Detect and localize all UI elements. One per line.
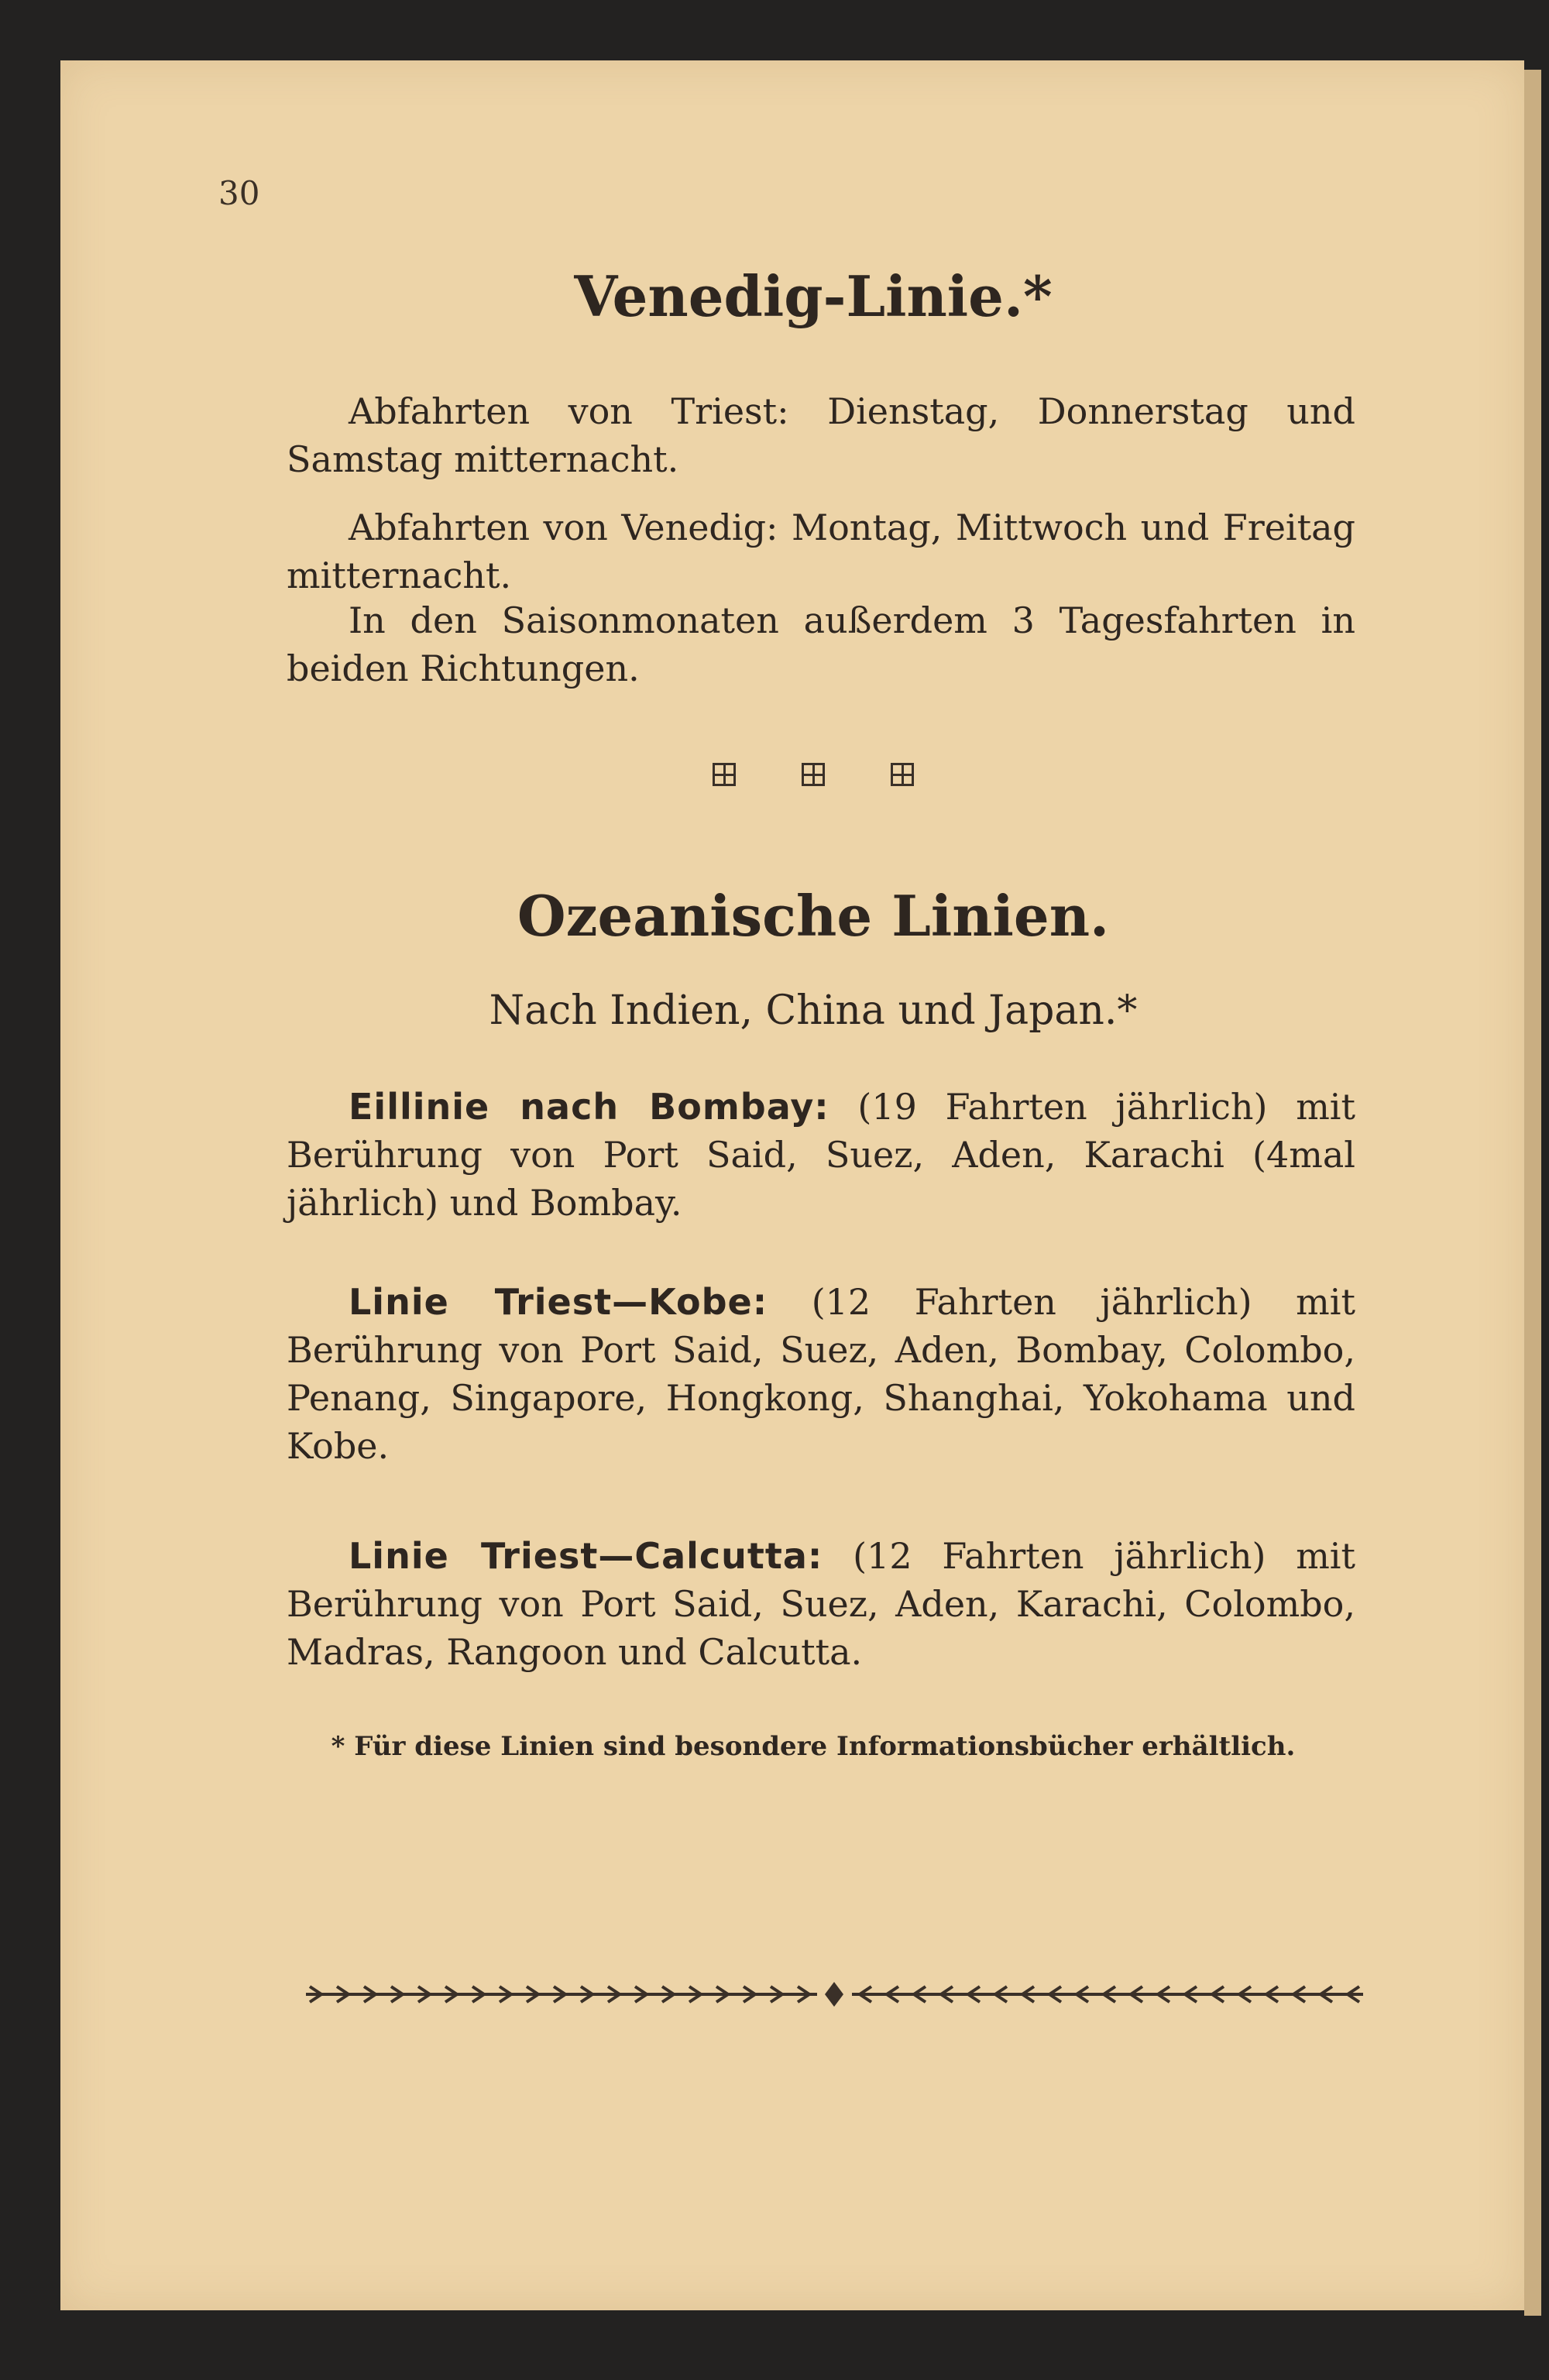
page-number: 30: [218, 174, 260, 212]
kobe-text: (12 Fahrten jährlich) mit Berührung von Port Said, Suez, Aden, Bombay, Colombo, Penang, Singapore, Hongkong, Shanghai, Yokohama und Kobe.: [287, 1281, 1355, 1467]
bombay-lead: Eillinie nach Bombay:: [349, 1086, 829, 1128]
ornament-glyph: [891, 763, 914, 786]
ornament-glyph: [713, 763, 736, 786]
kobe-paragraph: [287, 1278, 1355, 1470]
section-ornament: [713, 763, 914, 786]
calcutta-paragraph: [287, 1532, 1355, 1676]
venedig-paragraph-3: In den Saisonmonaten außerdem 3 Tagesfahrten in beiden Richtungen.: [287, 599, 1355, 689]
calcutta-lead: Linie Triest—Calcutta:: [349, 1535, 823, 1577]
calcutta-text: (12 Fahrten jährlich) mit Berührung von Port Said, Suez, Aden, Karachi, Colombo, Madras, Rangoon und Calcutta.: [287, 1535, 1356, 1673]
bombay-paragraph: [287, 1083, 1355, 1227]
ozeanische-subtitle: Nach Indien, China und Japan.*: [489, 987, 1138, 1034]
decorative-rule: [306, 1979, 1363, 2010]
ozeanische-linien-heading: Ozeanische Linien.: [517, 883, 1110, 949]
footnote: * Für diese Linien sind besondere Informationsbücher erhältlich.: [331, 1731, 1296, 1762]
bombay-text: (19 Fahrten jährlich) mit Berührung von Port Said, Suez, Aden, Karachi (4mal jährlich) und Bombay.: [287, 1086, 1356, 1224]
ornament-glyph: [802, 763, 825, 786]
venedig-paragraph-1: Abfahrten von Triest: Dienstag, Donnerstag und Samstag mitternacht.: [287, 390, 1355, 480]
venedig-linie-heading: Venedig-Linie.*: [574, 263, 1053, 329]
kobe-lead: Linie Triest—Kobe:: [349, 1281, 768, 1323]
page-edge: [1524, 70, 1541, 2316]
venedig-paragraph-2: Abfahrten von Venedig: Montag, Mittwoch und Freitag mitternacht.: [287, 507, 1355, 596]
